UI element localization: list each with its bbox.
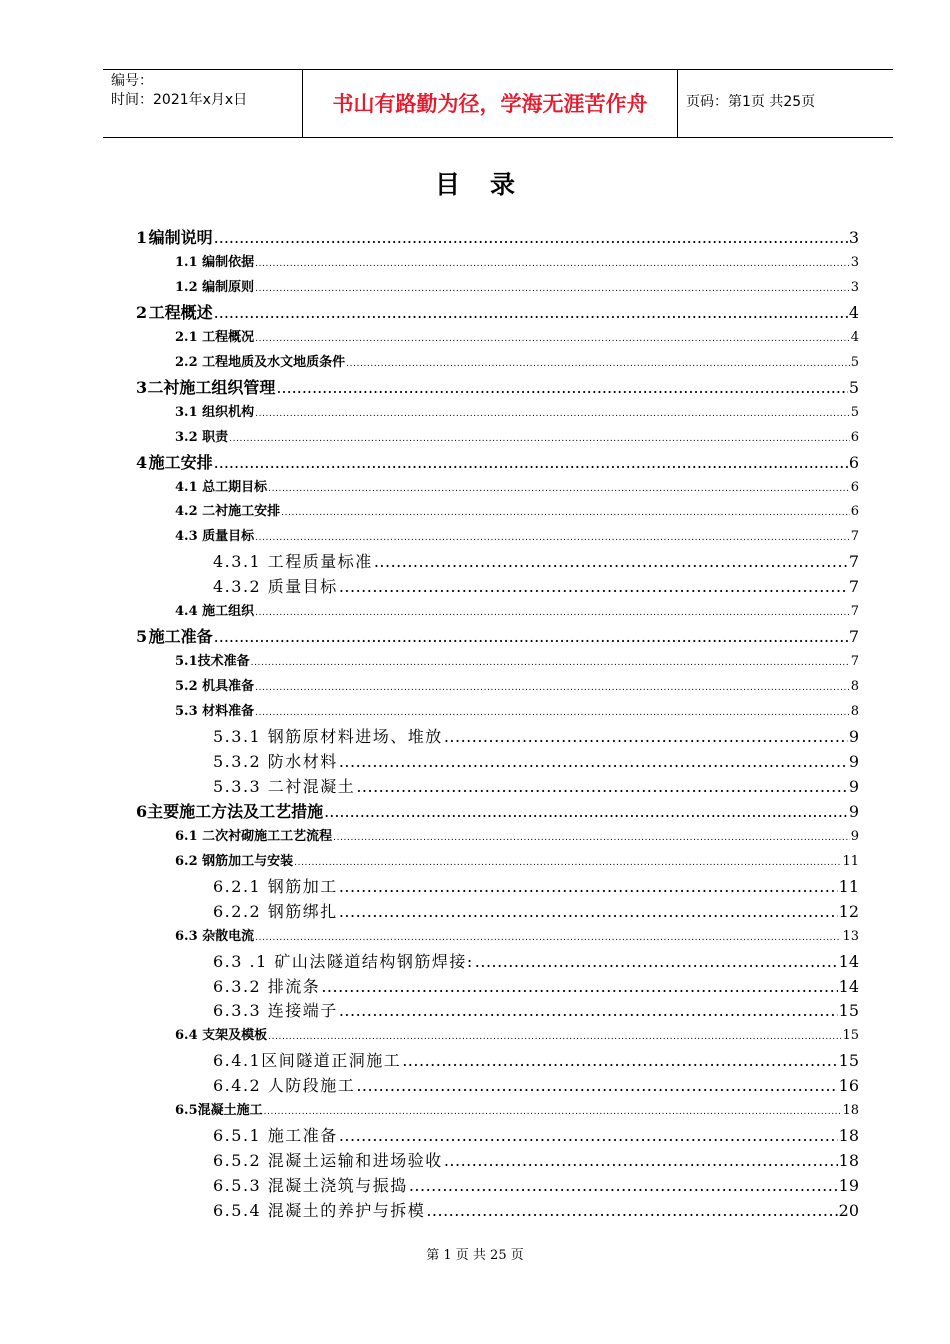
toc-entry-number: 1 (136, 228, 148, 247)
toc-entry[interactable] (136, 625, 859, 649)
toc-entry[interactable] (213, 775, 859, 799)
toc-entry-number: 3 (136, 377, 148, 397)
toc-entry[interactable] (175, 850, 859, 875)
toc-dot-leader (229, 427, 850, 451)
toc-dot-leader (339, 999, 838, 1023)
toc-entry-label: 5.3.2 防水材料 (213, 751, 338, 771)
toc-dot-leader (475, 950, 838, 974)
toc-entry-page: 14 (838, 951, 859, 971)
toc-dot-leader (255, 526, 850, 550)
toc-title: 目录 (434, 170, 545, 199)
toc-entry-page: 11 (842, 853, 859, 869)
toc-entry-label: 6.4.2 人防段施工 (213, 1076, 356, 1096)
toc-dot-leader (444, 1149, 838, 1173)
toc-dot-leader (255, 277, 850, 301)
toc-entry[interactable] (213, 725, 859, 749)
number-label: 编号： (111, 73, 153, 89)
toc-entry[interactable] (213, 550, 859, 574)
toc-dot-leader (409, 1174, 838, 1198)
toc-dot-leader (255, 402, 850, 426)
toc-entry-number: 6 (136, 801, 148, 821)
toc-entry-page: 9 (850, 828, 859, 844)
toc-entry-page: 12 (838, 901, 859, 921)
toc-entry-label: 5.1技术准备 (175, 654, 250, 670)
toc-entry-label: 4.2 二衬施工安排 (175, 504, 281, 520)
toc-entry-label: 5.3.3 二衬混凝土 (213, 776, 356, 796)
header-left-cell (103, 70, 303, 137)
toc-dot-leader (255, 601, 850, 625)
toc-dot-leader (339, 575, 848, 599)
toc-entry-label: 5.2 机具准备 (175, 679, 255, 695)
toc-entry[interactable] (175, 925, 859, 950)
toc-entry-page: 13 (842, 928, 859, 944)
toc-entry[interactable] (175, 675, 859, 700)
toc-entry-label: 6.3.2 排流条 (213, 976, 321, 996)
toc-entry-label: 3.1 组织机构 (175, 404, 255, 420)
toc-entry[interactable] (213, 1124, 859, 1148)
toc-entry[interactable] (136, 451, 859, 475)
toc-entry-label: 4.1 总工期目标 (175, 479, 268, 495)
toc-entry-page: 8 (850, 704, 859, 720)
toc-entry-label: 2.1 工程概况 (175, 329, 255, 345)
toc-dot-leader (402, 1049, 837, 1073)
page-code: 页码：第1页 共25页 (686, 94, 816, 110)
toc-entry-page: 20 (838, 1201, 859, 1221)
header-middle-cell (303, 70, 678, 137)
toc-entry[interactable] (136, 376, 859, 400)
toc-entry[interactable] (175, 276, 859, 301)
table-of-contents (0, 226, 950, 1224)
toc-entry[interactable] (213, 900, 859, 924)
toc-dot-leader (333, 826, 850, 850)
toc-entry-page: 16 (838, 1076, 859, 1096)
toc-entry-number: 5 (136, 627, 148, 647)
toc-entry-page: 6 (848, 452, 859, 472)
toc-dot-leader (255, 252, 850, 276)
toc-entry[interactable] (213, 1199, 859, 1223)
toc-dot-leader (255, 926, 841, 950)
toc-entry[interactable] (213, 750, 859, 774)
toc-entry-label: 6.5.2 混凝土运输和进场验收 (213, 1151, 443, 1171)
toc-dot-leader (356, 1074, 837, 1098)
toc-entry[interactable] (136, 301, 859, 325)
toc-entry-label: 6.1 二次衬砌施工工艺流程 (175, 828, 333, 844)
toc-entry-label: 6.5.4 混凝土的养护与拆模 (213, 1201, 426, 1221)
toc-entry-label: 2.2 工程地质及水文地质条件 (175, 354, 346, 370)
toc-dot-leader (214, 301, 848, 325)
toc-entry[interactable] (175, 825, 859, 850)
toc-entry-label: 编制说明 (148, 228, 213, 247)
toc-entry-label: 4.4 施工组织 (175, 604, 255, 620)
toc-entry-label: 6.5混凝土施工 (175, 1103, 263, 1119)
toc-entry-page: 5 (850, 354, 859, 370)
toc-entry-label: 3.2 职责 (175, 429, 229, 445)
toc-entry-page: 18 (838, 1126, 859, 1146)
toc-entry-label: 二衬施工组织管理 (147, 377, 276, 397)
toc-entry-page: 3 (850, 279, 859, 295)
toc-entry-page: 9 (848, 751, 859, 771)
toc-dot-leader (276, 376, 847, 400)
toc-dot-leader (346, 352, 850, 376)
page-footer: 第 1 页 共 25 页 (426, 1248, 524, 1263)
toc-dot-leader (214, 451, 848, 475)
page-header (103, 69, 893, 138)
time-label: 时间：2021年x月x日 (111, 92, 248, 108)
toc-entry[interactable] (175, 426, 859, 451)
toc-entry[interactable] (213, 975, 859, 999)
toc-entry-page: 9 (848, 727, 859, 746)
toc-entry-page: 7 (850, 654, 859, 670)
toc-entry-label: 6.4 支架及模板 (175, 1028, 268, 1044)
toc-entry[interactable] (175, 700, 859, 725)
toc-dot-leader (444, 725, 848, 749)
toc-entry[interactable] (175, 500, 859, 525)
toc-entry-number: 4 (136, 452, 148, 472)
toc-entry[interactable] (175, 600, 859, 625)
toc-entry-label: 4.3 质量目标 (175, 529, 255, 545)
toc-dot-leader (339, 750, 848, 774)
toc-entry[interactable] (136, 800, 859, 824)
toc-dot-leader (339, 875, 838, 899)
toc-dot-leader (214, 226, 848, 250)
toc-dot-leader (374, 550, 848, 574)
toc-dot-leader (356, 775, 848, 799)
toc-entry-label: 5.3.1 钢筋原材料进场、堆放 (213, 727, 443, 746)
toc-entry-page: 19 (838, 1176, 859, 1196)
toc-entry[interactable] (175, 401, 859, 426)
toc-entry-label: 4.3.2 质量目标 (213, 577, 338, 597)
toc-entry-page: 7 (850, 604, 859, 620)
toc-entry-page: 7 (848, 577, 859, 597)
toc-entry-label: 6.5.1 施工准备 (213, 1126, 338, 1146)
toc-entry[interactable] (175, 351, 859, 376)
header-right-cell (678, 70, 893, 137)
toc-dot-leader (268, 477, 850, 501)
toc-entry-page: 5 (850, 404, 859, 420)
toc-entry-label: 施工安排 (148, 452, 213, 472)
toc-entry-page: 6 (850, 479, 859, 495)
toc-entry[interactable] (213, 1049, 859, 1073)
toc-entry[interactable] (213, 999, 859, 1023)
toc-entry-page: 15 (838, 1001, 859, 1021)
toc-dot-leader (339, 1124, 838, 1148)
toc-entry[interactable] (175, 476, 859, 501)
toc-entry-label: 工程概述 (148, 302, 213, 322)
toc-entry-page: 4 (850, 329, 859, 345)
toc-entry-label: 1.2 编制原则 (175, 279, 255, 295)
toc-dot-leader (321, 975, 837, 999)
toc-entry-page: 6 (850, 429, 859, 445)
toc-dot-leader (255, 676, 850, 700)
toc-entry-page: 6 (850, 504, 859, 520)
toc-dot-leader (339, 900, 838, 924)
toc-entry[interactable] (213, 1174, 859, 1198)
toc-entry-page: 4 (848, 302, 859, 322)
toc-entry-page: 7 (848, 627, 859, 647)
toc-entry-page: 18 (842, 1103, 859, 1119)
toc-entry-label: 6.5.3 混凝土浇筑与振捣 (213, 1176, 408, 1196)
toc-entry-page: 8 (850, 679, 859, 695)
toc-entry-page: 11 (838, 876, 859, 896)
toc-dot-leader (255, 701, 850, 725)
toc-entry-number: 2 (136, 302, 148, 322)
toc-dot-leader (214, 625, 848, 649)
toc-entry-label: 6.3 .1 矿山法隧道结构钢筋焊接: (213, 951, 474, 971)
toc-entry[interactable] (175, 1024, 859, 1049)
toc-entry[interactable] (213, 950, 859, 974)
toc-entry[interactable] (175, 650, 859, 675)
toc-entry-label: 6.2.1 钢筋加工 (213, 876, 338, 896)
toc-dot-leader (264, 1100, 842, 1124)
header-motto: 书山有路勤为径，学海无涯苦作舟 (332, 92, 648, 116)
toc-dot-leader (268, 1025, 841, 1049)
toc-entry-page: 3 (850, 254, 859, 270)
toc-entry-page: 9 (848, 776, 859, 796)
toc-entry-label: 施工准备 (148, 627, 213, 647)
toc-entry-label: 6.3 杂散电流 (175, 928, 255, 944)
toc-entry-label: 1.1 编制依据 (175, 254, 255, 270)
toc-dot-leader (255, 327, 850, 351)
toc-entry-page: 18 (838, 1151, 859, 1171)
toc-entry-page: 14 (838, 976, 859, 996)
toc-entry-page: 7 (848, 552, 859, 572)
toc-dot-leader (324, 800, 848, 824)
toc-entry-label: 6.2.2 钢筋绑扎 (213, 901, 338, 921)
toc-entry-page: 3 (848, 228, 859, 247)
toc-entry[interactable] (213, 875, 859, 899)
toc-dot-leader (281, 501, 850, 525)
toc-entry-label: 6.2 钢筋加工与安装 (175, 853, 294, 869)
toc-entry-page: 9 (848, 801, 859, 821)
toc-entry-label: 5.3 材料准备 (175, 704, 255, 720)
toc-entry[interactable] (175, 525, 859, 550)
toc-entry[interactable] (175, 1099, 859, 1124)
toc-dot-leader (294, 851, 841, 875)
toc-entry-label: 6.3.3 连接端子 (213, 1001, 338, 1021)
toc-entry[interactable] (213, 1074, 859, 1098)
toc-entry-label: 4.3.1 工程质量标准 (213, 552, 373, 572)
toc-entry[interactable] (175, 251, 859, 276)
toc-entry-page: 5 (848, 377, 859, 397)
toc-entry-label: 6.4.1区间隧道正洞施工 (213, 1051, 402, 1071)
toc-entry[interactable] (175, 326, 859, 351)
toc-dot-leader (426, 1199, 837, 1223)
toc-entry-label: 主要施工方法及工艺措施 (147, 801, 324, 821)
toc-entry-page: 7 (850, 529, 859, 545)
toc-entry[interactable] (213, 575, 859, 599)
toc-entry[interactable] (213, 1149, 859, 1173)
toc-dot-leader (251, 651, 850, 675)
toc-entry-page: 15 (838, 1051, 859, 1071)
toc-entry-page: 15 (842, 1028, 859, 1044)
toc-entry[interactable] (136, 226, 859, 250)
